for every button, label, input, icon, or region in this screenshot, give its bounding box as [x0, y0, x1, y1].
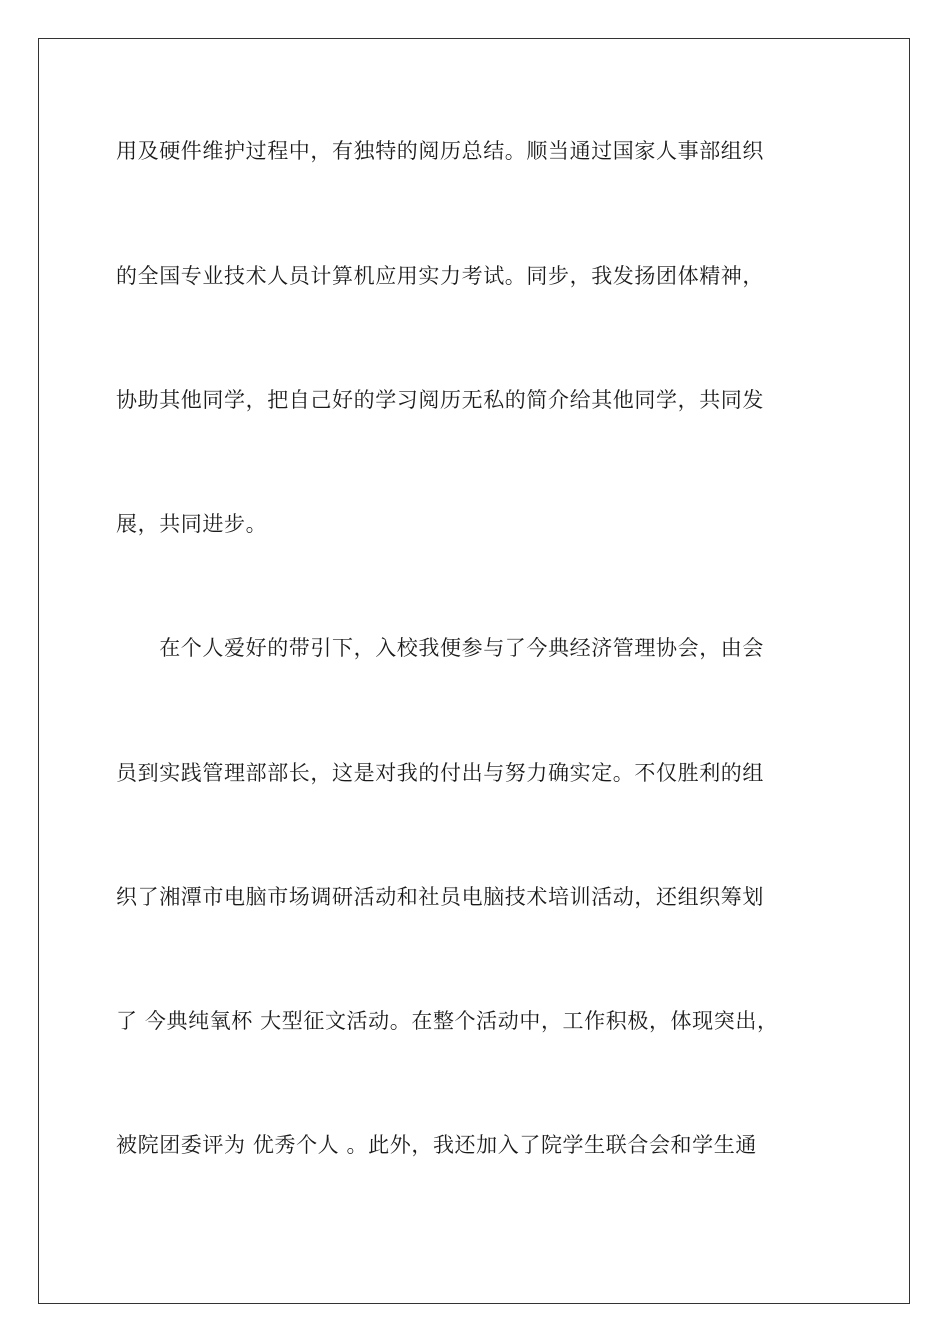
page-border: [38, 38, 910, 1304]
text-line-4: 展，共同进步。: [116, 512, 268, 536]
text-line-5: 在个人爱好的带引下，入校我便参与了今典经济管理协会，由会: [116, 636, 764, 660]
text-line-1: 用及硬件维护过程中，有独特的阅历总结。顺当通过国家人事部组织: [116, 139, 764, 163]
text-line-3: 协助其他同学，把自己好的学习阅历无私的简介给其他同学，共同发: [116, 388, 764, 412]
text-line-6: 员到实践管理部部长，这是对我的付出与努力确实定。不仅胜利的组: [116, 761, 764, 785]
text-line-2: 的全国专业技术人员计算机应用实力考试。同步，我发扬团体精神，: [116, 264, 764, 288]
text-line-7: 织了湘潭市电脑市场调研活动和社员电脑技术培训活动，还组织筹划: [116, 885, 764, 909]
text-line-9: 被院团委评为 优秀个人 。此外，我还加入了院学生联合会和学生通: [116, 1133, 757, 1157]
text-line-8: 了 今典纯氧杯 大型征文活动。在整个活动中，工作积极，体现突出，: [116, 1009, 779, 1033]
